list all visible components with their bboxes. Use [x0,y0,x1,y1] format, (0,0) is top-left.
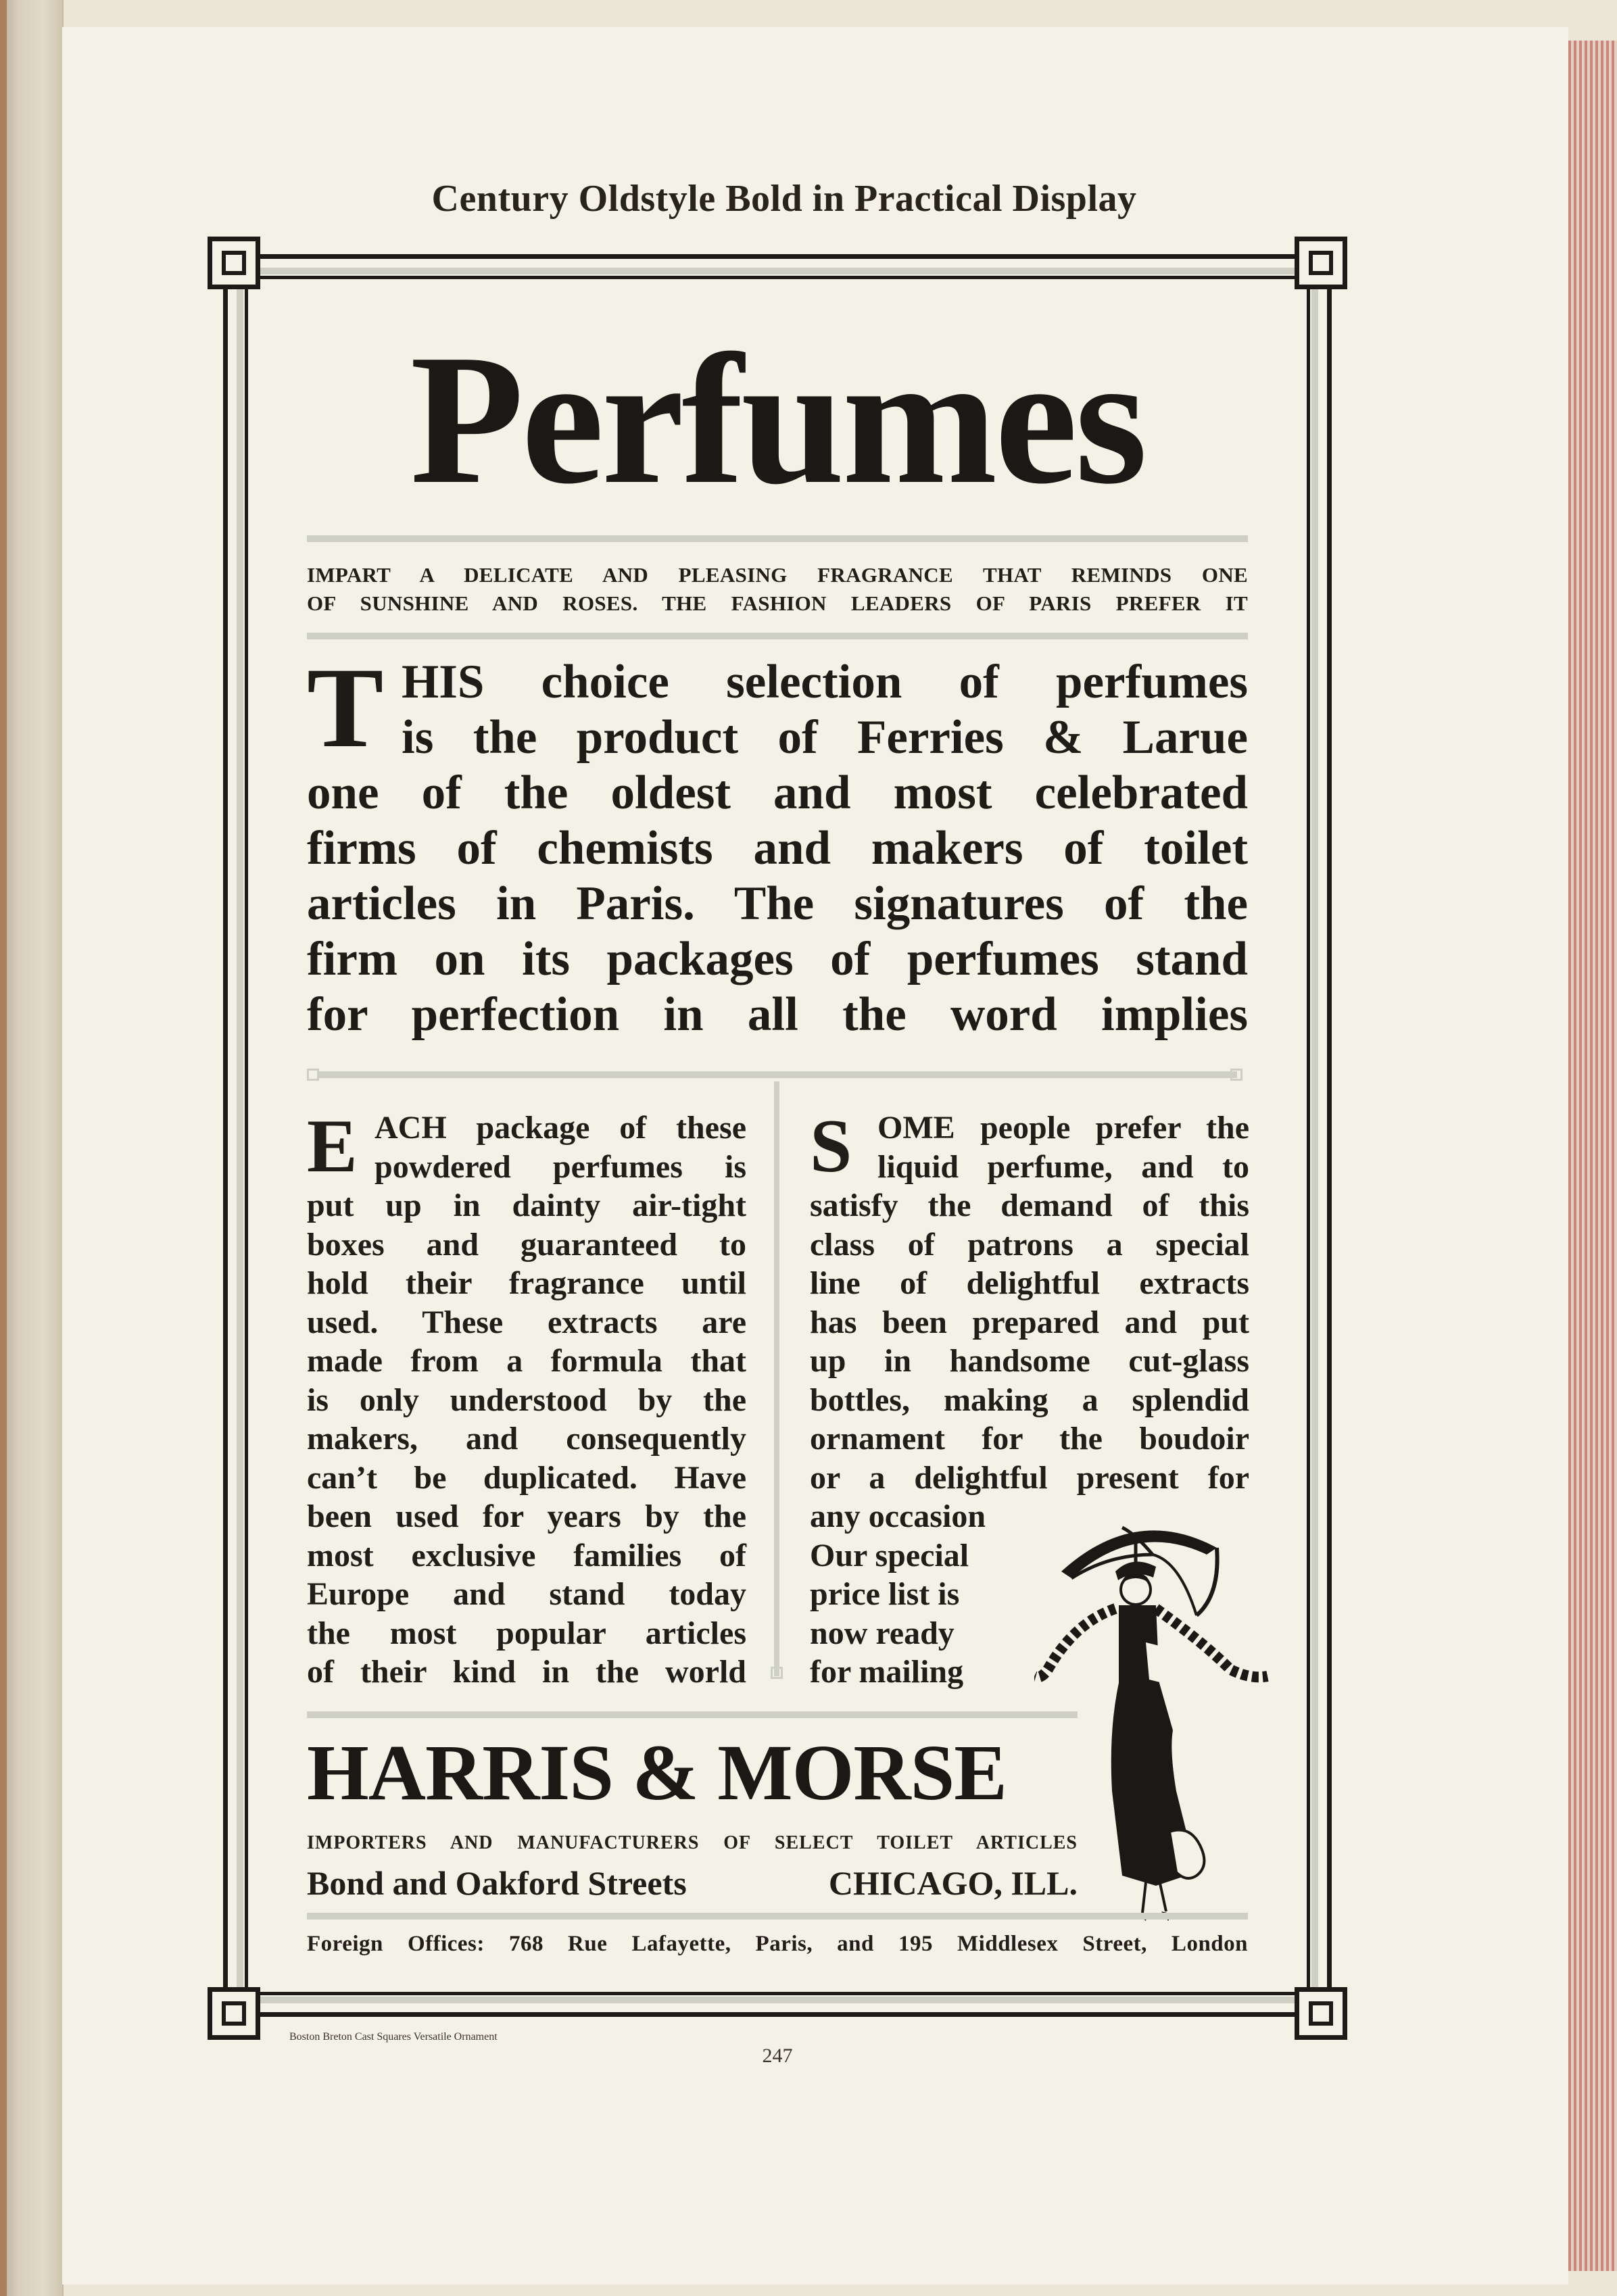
left-column-line: ACH package of these [375,1110,746,1146]
right-column-line: has been prepared and put [810,1304,1249,1340]
right-column-dropcap: S [810,1104,852,1188]
intro-line: firms of chemists and makers of toilet [307,822,1248,875]
corner-ornament-top-left [208,237,260,289]
left-column-line: put up in dainty air-tight [307,1188,746,1223]
rule-under-tagline [307,633,1248,639]
right-column-line: up in handsome cut-glass [810,1343,1249,1379]
right-column-line: OME people prefer the [877,1110,1249,1146]
left-column-line: of their kind in the world [307,1654,746,1690]
corner-ornament-top-right [1295,237,1347,289]
foreign-offices: Foreign Offices: 768 Rue Lafayette, Paris, and 195 Middlesex Street, London [307,1932,1248,1956]
small-square-ornament [1230,1069,1242,1081]
left-column [307,1104,746,1692]
ad-title: Perfumes [410,316,1145,522]
left-column-line: Europe and stand today [307,1576,746,1612]
left-column-line: powdered perfumes is [375,1148,746,1185]
right-column-line: line of delightful extracts [810,1265,1249,1301]
rule-under-title [307,535,1248,542]
company-name: HARRIS & MORSE [307,1728,1007,1817]
corner-ornament-bottom-right [1295,1987,1347,2040]
company-subtitle: IMPORTERS AND MANUFACTURERS OF SELECT TOILET ARTICLES [307,1832,1078,1853]
right-column-line: class of patrons a special [810,1226,1249,1263]
left-column-line: the most popular articles [307,1615,746,1651]
intro-line: articles in Paris. The signatures of the [307,877,1248,930]
right-column-line: any occasion [810,1498,986,1534]
left-column-line: is only understood by the [307,1382,746,1418]
page-edges [1566,41,1617,2271]
small-square-ornament [307,1069,319,1081]
right-column-line: or a delightful present for [810,1459,1249,1496]
ornament-credit: Boston Breton Cast Squares Versatile Ornament [289,2031,498,2043]
right-column-line: bottles, making a splendid [810,1382,1249,1418]
rule-above-company [307,1711,1078,1718]
left-column-line: boxes and guaranteed to [307,1226,746,1263]
right-column-line: now ready [810,1615,955,1651]
left-column-line: made from a formula that [307,1343,746,1379]
book-spine [0,0,64,2296]
tagline [307,561,1248,618]
intro-paragraph [307,654,1248,1042]
right-column-line: liquid perfume, and to [877,1148,1249,1185]
corner-ornament-bottom-left [208,1987,260,2040]
right-column-line: for mailing [810,1654,964,1690]
rule-above-foreign-offices [307,1913,1248,1920]
intro-line: for perfection in all the word implies [307,988,1248,1041]
binding-edge [0,0,7,2296]
left-column-line: can’t be duplicated. Have [307,1459,746,1496]
left-column-line: been used for years by the [307,1498,746,1534]
right-column-line: satisfy the demand of this [810,1188,1249,1223]
intro-dropcap: T [307,644,384,771]
column-divider [774,1081,779,1676]
left-column-dropcap: E [307,1104,358,1188]
company-address [307,1863,1078,1903]
intro-line: is the product of Ferries & Larue [402,711,1248,764]
left-column-line: hold their fragrance until [307,1265,746,1301]
small-square-ornament [771,1667,783,1679]
street-address: Bond and Oakford Streets [307,1864,687,1902]
intro-line: firm on its packages of perfumes stand [307,933,1248,985]
right-column-line: price list is [810,1576,960,1612]
left-column-line: used. These extracts are [307,1304,746,1340]
tagline-line: OF SUNSHINE AND ROSES. THE FASHION LEADERS OF PARIS PREFER IT [307,591,1248,615]
left-column-line: makers, and consequently [307,1421,746,1457]
tagline-line: IMPART A DELICATE AND PLEASING FRAGRANCE THAT REMINDS ONE [307,563,1248,587]
page-number: 247 [762,2045,793,2067]
right-column-line: ornament for the boudoir [810,1421,1249,1457]
right-column-line: Our special [810,1537,969,1573]
city-address: CHICAGO, ILL. [828,1864,1078,1902]
intro-line: one of the oldest and most celebrated [307,766,1248,819]
rule-above-columns [318,1071,1237,1078]
left-column-line: most exclusive families of [307,1537,746,1573]
intro-line: HIS choice selection of perfumes [402,656,1248,708]
page-heading: Century Oldstyle Bold in Practical Display [431,178,1137,220]
